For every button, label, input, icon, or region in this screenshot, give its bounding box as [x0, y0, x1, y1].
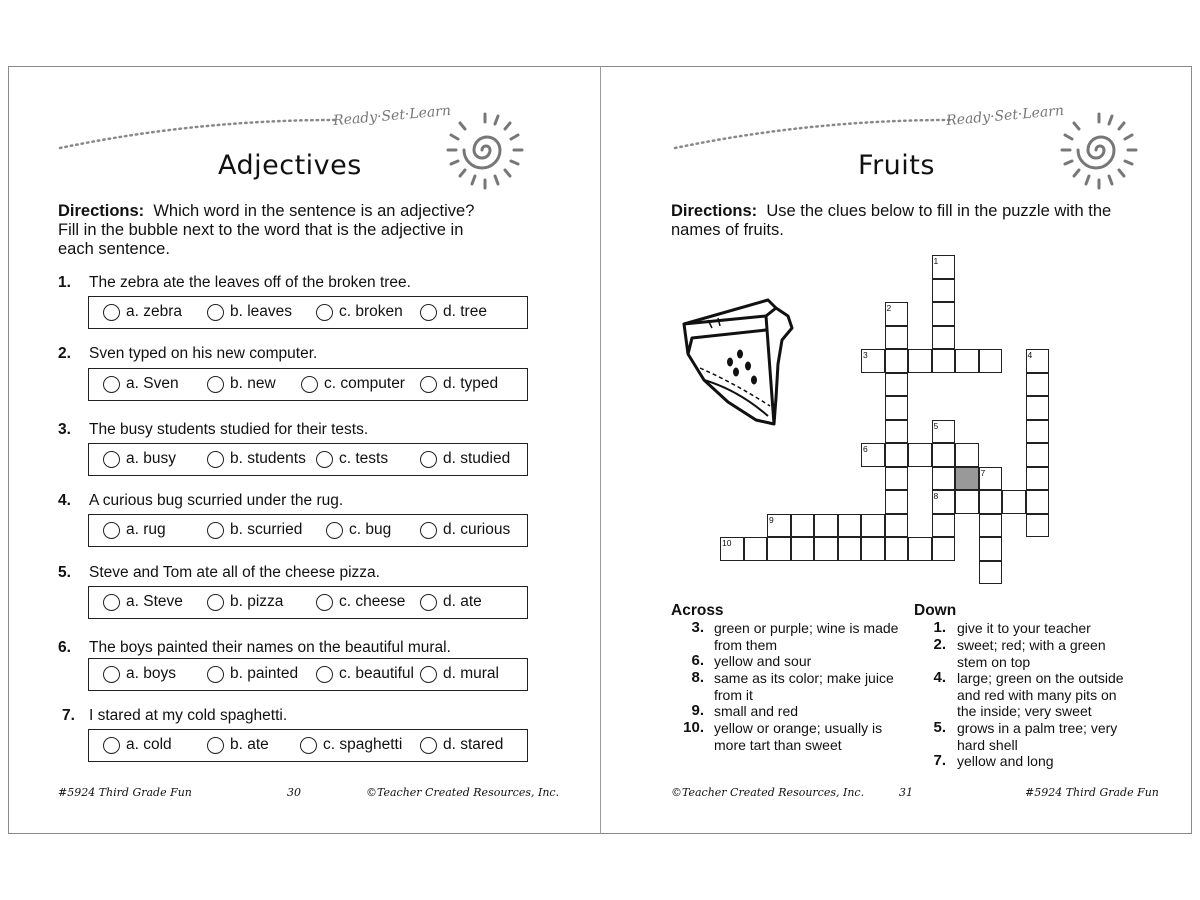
brand-label-right: Ready·Set·Learn — [945, 102, 1065, 130]
crossword-cell[interactable] — [814, 514, 838, 538]
clue-number: 2. — [933, 636, 946, 653]
crossword-cell[interactable] — [767, 537, 791, 561]
crossword-clue-number: 5 — [933, 420, 939, 431]
crossword-cell[interactable] — [1026, 514, 1050, 538]
crossword-cell[interactable] — [932, 302, 956, 326]
answer-option[interactable] — [326, 515, 391, 545]
answer-option[interactable] — [207, 730, 269, 760]
answer-option[interactable] — [316, 587, 405, 617]
answer-option[interactable] — [420, 515, 510, 545]
clue-number: 4. — [933, 669, 946, 686]
clue-text: yellow and sour — [714, 653, 812, 669]
answer-choices-box — [88, 658, 528, 691]
clue-number: 3. — [691, 619, 704, 636]
radio-bubble-icon[interactable] — [103, 737, 120, 754]
question-text: A curious bug scurried under the rug. — [89, 492, 344, 509]
question-text: The boys painted their names on the beautiful mural. — [89, 639, 451, 656]
crossword-cell[interactable] — [908, 537, 932, 561]
answer-option-label: c. computer — [324, 375, 405, 392]
radio-bubble-icon[interactable] — [207, 594, 224, 611]
answer-option[interactable] — [207, 444, 306, 474]
answer-option[interactable] — [420, 730, 503, 760]
answer-option-label: c. cheese — [339, 593, 406, 610]
answer-option[interactable] — [103, 730, 172, 760]
question-number: 1. — [58, 274, 71, 291]
question-number: 6. — [58, 639, 71, 656]
radio-bubble-icon[interactable] — [420, 376, 437, 393]
answer-option-label: a. Sven — [126, 375, 179, 392]
question-number: 2. — [58, 345, 71, 362]
book-spine — [600, 66, 601, 834]
answer-choices-box — [88, 514, 528, 547]
question-text: Sven typed on his new computer. — [89, 345, 318, 362]
directions-text: Which word in the sentence is an adjective? Fill in the bubble next to the word that is the adjective in each sentence. — [58, 202, 475, 258]
answer-option-label: a. cold — [126, 736, 172, 753]
crossword-cell[interactable] — [838, 514, 862, 538]
crossword-cell[interactable] — [932, 514, 956, 538]
radio-bubble-icon[interactable] — [103, 666, 120, 683]
answer-option-label: a. zebra — [126, 303, 183, 320]
answer-option-label: b. pizza — [230, 593, 284, 610]
radio-bubble-icon[interactable] — [420, 737, 437, 754]
answer-option[interactable] — [103, 659, 176, 689]
clue-text: small and red — [714, 703, 799, 719]
crossword-cell[interactable] — [979, 349, 1003, 373]
crossword-cell[interactable] — [979, 537, 1003, 561]
radio-bubble-icon[interactable] — [300, 737, 317, 754]
crossword-cell[interactable] — [932, 349, 956, 373]
answer-option-label: a. busy — [126, 450, 176, 467]
answer-option-label: b. students — [230, 450, 306, 467]
radio-bubble-icon[interactable] — [420, 666, 437, 683]
page-title-fruits: Fruits — [858, 150, 935, 181]
question-text: I stared at my cold spaghetti. — [89, 707, 288, 724]
question-text: The busy students studied for their tests. — [89, 421, 369, 438]
crossword-cell[interactable] — [932, 443, 956, 467]
answer-option-label: d. ate — [443, 593, 482, 610]
crossword-cell[interactable] — [955, 490, 979, 514]
crossword-cell[interactable] — [885, 373, 909, 397]
crossword-cell[interactable] — [838, 537, 862, 561]
radio-bubble-icon[interactable] — [316, 451, 333, 468]
crossword-cell[interactable] — [932, 537, 956, 561]
radio-bubble-icon[interactable] — [207, 451, 224, 468]
page-title-adjectives: Adjectives — [218, 150, 362, 181]
answer-option[interactable] — [300, 730, 402, 760]
clue-text: same as its color; make juice from it — [714, 670, 894, 703]
sun-swirl-icon — [440, 108, 530, 194]
answer-choices-box — [88, 368, 528, 401]
radio-bubble-icon[interactable] — [316, 304, 333, 321]
directions-text: Use the clues below to fill in the puzzle with the names of fruits. — [671, 202, 1112, 239]
answer-choices-box — [88, 443, 528, 476]
question-text: The zebra ate the leaves off of the broken tree. — [89, 274, 411, 291]
question-text: Steve and Tom ate all of the cheese pizza. — [89, 564, 380, 581]
clue-text: yellow or orange; usually is more tart than sweet — [714, 720, 883, 753]
answer-choices-box — [88, 729, 528, 762]
crossword-clue-number: 8 — [933, 491, 939, 501]
footer-page-number-right: 31 — [899, 786, 913, 799]
answer-option[interactable] — [103, 587, 183, 617]
answer-option[interactable] — [103, 369, 179, 399]
radio-bubble-icon[interactable] — [207, 304, 224, 321]
answer-option[interactable] — [301, 369, 405, 399]
crossword-cell[interactable] — [885, 490, 909, 514]
radio-bubble-icon[interactable] — [103, 522, 120, 539]
answer-choices-box — [88, 296, 528, 329]
answer-option-label: c. broken — [339, 303, 403, 320]
radio-bubble-icon[interactable] — [301, 376, 318, 393]
clue-text: yellow and long — [957, 753, 1054, 769]
crossword-cell[interactable] — [885, 326, 909, 350]
crossword-cell[interactable] — [861, 514, 885, 538]
crossword-clue-number: 4 — [1027, 350, 1033, 360]
clue-number: 5. — [933, 719, 946, 736]
answer-option[interactable] — [420, 659, 499, 689]
clue-text: large; green on the outside and red with many pits on the inside; very sweet — [957, 670, 1124, 720]
crossword-cell[interactable] — [744, 537, 768, 561]
crossword-shaded-cell — [955, 467, 979, 491]
crossword-cell[interactable] — [885, 396, 909, 420]
across-heading: Across — [671, 602, 724, 619]
crossword-clue-number: 2 — [886, 303, 892, 313]
clue-number: 8. — [691, 669, 704, 686]
radio-bubble-icon[interactable] — [103, 594, 120, 611]
radio-bubble-icon[interactable] — [420, 304, 437, 321]
directions-left — [58, 202, 498, 259]
clue-number: 1. — [933, 619, 946, 636]
answer-option[interactable] — [207, 297, 292, 327]
answer-option[interactable] — [103, 297, 182, 327]
answer-option-label: c. beautiful — [339, 665, 414, 682]
crossword-clue-number: 9 — [769, 514, 774, 525]
crossword-clue-number: 7 — [980, 467, 986, 478]
radio-bubble-icon[interactable] — [326, 522, 343, 539]
crossword-cell[interactable] — [791, 537, 815, 561]
crossword-cell[interactable] — [979, 490, 1003, 514]
answer-option-label: d. tree — [443, 303, 487, 320]
radio-bubble-icon[interactable] — [420, 522, 437, 539]
answer-option[interactable] — [420, 369, 498, 399]
answer-option[interactable] — [316, 659, 414, 689]
radio-bubble-icon[interactable] — [316, 666, 333, 683]
footer-left-title: #5924 Third Grade Fun — [58, 786, 192, 799]
crossword-cell[interactable] — [885, 467, 909, 491]
answer-option[interactable] — [420, 444, 510, 474]
answer-option[interactable] — [207, 369, 276, 399]
dotted-arc-right — [670, 112, 955, 154]
radio-bubble-icon[interactable] — [103, 451, 120, 468]
footer-left-copyright: ©Teacher Created Resources, Inc. — [366, 786, 560, 799]
answer-option-label: b. new — [230, 375, 276, 392]
crossword-cell[interactable] — [861, 537, 885, 561]
answer-option-label: b. ate — [230, 736, 269, 753]
answer-option[interactable] — [420, 297, 487, 327]
answer-option-label: a. Steve — [126, 593, 183, 610]
answer-option-label: b. leaves — [230, 303, 293, 320]
clue-number: 10. — [683, 719, 704, 736]
sun-swirl-icon — [1054, 108, 1144, 194]
radio-bubble-icon[interactable] — [207, 666, 224, 683]
question-number: 4. — [58, 492, 71, 509]
down-heading: Down — [914, 602, 957, 619]
clue-text: grows in a palm tree; very hard shell — [957, 720, 1118, 753]
crossword-cell[interactable] — [979, 514, 1003, 538]
answer-option[interactable] — [103, 444, 176, 474]
crossword-cell[interactable] — [955, 443, 979, 467]
answer-option[interactable] — [103, 515, 166, 545]
crossword-cell[interactable] — [908, 443, 932, 467]
radio-bubble-icon[interactable] — [207, 376, 224, 393]
crossword-cell[interactable] — [932, 326, 956, 350]
radio-bubble-icon[interactable] — [207, 522, 224, 539]
crossword-cell[interactable] — [791, 514, 815, 538]
crossword-cell[interactable] — [885, 420, 909, 444]
answer-option-label: c. bug — [349, 521, 392, 538]
footer-page-number-left: 30 — [287, 786, 301, 799]
crossword-cell[interactable] — [1026, 396, 1050, 420]
crossword-cell[interactable] — [814, 537, 838, 561]
answer-option-label: a. rug — [126, 521, 166, 538]
clue-text: sweet; red; with a green stem on top — [957, 637, 1106, 670]
radio-bubble-icon[interactable] — [316, 594, 333, 611]
crossword-clue-number: 6 — [863, 444, 868, 454]
crossword-cell[interactable] — [1026, 420, 1050, 444]
crossword-cell[interactable] — [908, 349, 932, 373]
answer-choices-box — [88, 586, 528, 619]
radio-bubble-icon[interactable] — [103, 304, 120, 321]
answer-option[interactable] — [207, 659, 298, 689]
crossword-cell[interactable] — [885, 514, 909, 538]
crossword-cell[interactable] — [955, 349, 979, 373]
directions-label: Directions: — [671, 202, 758, 220]
answer-option-label: b. scurried — [230, 521, 303, 538]
crossword-clue-number: 3 — [863, 350, 868, 360]
crossword-cell[interactable] — [932, 279, 956, 303]
directions-label: Directions: — [58, 202, 145, 220]
footer-right-title: #5924 Third Grade Fun — [1025, 786, 1159, 799]
clue-number: 9. — [691, 702, 704, 719]
watermelon-slice-icon — [678, 294, 806, 432]
radio-bubble-icon[interactable] — [103, 376, 120, 393]
answer-option-label: c. tests — [339, 450, 389, 467]
crossword-cell[interactable] — [1026, 443, 1050, 467]
crossword-cell[interactable] — [1026, 373, 1050, 397]
crossword-cell[interactable] — [1026, 490, 1050, 514]
clue-text: give it to your teacher — [957, 620, 1091, 636]
answer-option-label: c. spaghetti — [323, 736, 403, 753]
answer-option-label: a. boys — [126, 665, 176, 682]
clue-text: green or purple; wine is made from them — [714, 620, 899, 653]
directions-right — [671, 202, 1126, 240]
answer-option[interactable] — [420, 587, 482, 617]
clue-number: 6. — [691, 652, 704, 669]
crossword-cell[interactable] — [979, 561, 1003, 585]
crossword-clue-number: 1 — [933, 256, 939, 266]
brand-label-left: Ready·Set·Learn — [332, 102, 452, 130]
answer-option-label: b. painted — [230, 665, 299, 682]
question-number: 5. — [58, 564, 71, 581]
answer-option-label: d. stared — [443, 736, 504, 753]
answer-option[interactable] — [316, 444, 388, 474]
crossword-cell[interactable] — [885, 349, 909, 373]
answer-option-label: d. typed — [443, 375, 499, 392]
question-number: 3. — [58, 421, 71, 438]
crossword-cell[interactable] — [932, 467, 956, 491]
crossword-cell[interactable] — [885, 443, 909, 467]
answer-option-label: d. mural — [443, 665, 499, 682]
question-number: 7. — [62, 707, 75, 724]
crossword-clue-number: 10 — [722, 538, 732, 548]
crossword-cell[interactable] — [1026, 467, 1050, 491]
answer-option[interactable] — [316, 297, 403, 327]
answer-option-label: d. studied — [443, 450, 511, 467]
clue-number: 7. — [933, 752, 946, 769]
answer-option[interactable] — [207, 515, 302, 545]
dotted-arc-left — [55, 112, 340, 154]
crossword-cell[interactable] — [1002, 490, 1026, 514]
footer-right-copyright: ©Teacher Created Resources, Inc. — [671, 786, 865, 799]
answer-option[interactable] — [207, 587, 283, 617]
radio-bubble-icon[interactable] — [420, 594, 437, 611]
answer-option-label: d. curious — [443, 521, 511, 538]
radio-bubble-icon[interactable] — [420, 451, 437, 468]
crossword-cell[interactable] — [885, 537, 909, 561]
radio-bubble-icon[interactable] — [207, 737, 224, 754]
